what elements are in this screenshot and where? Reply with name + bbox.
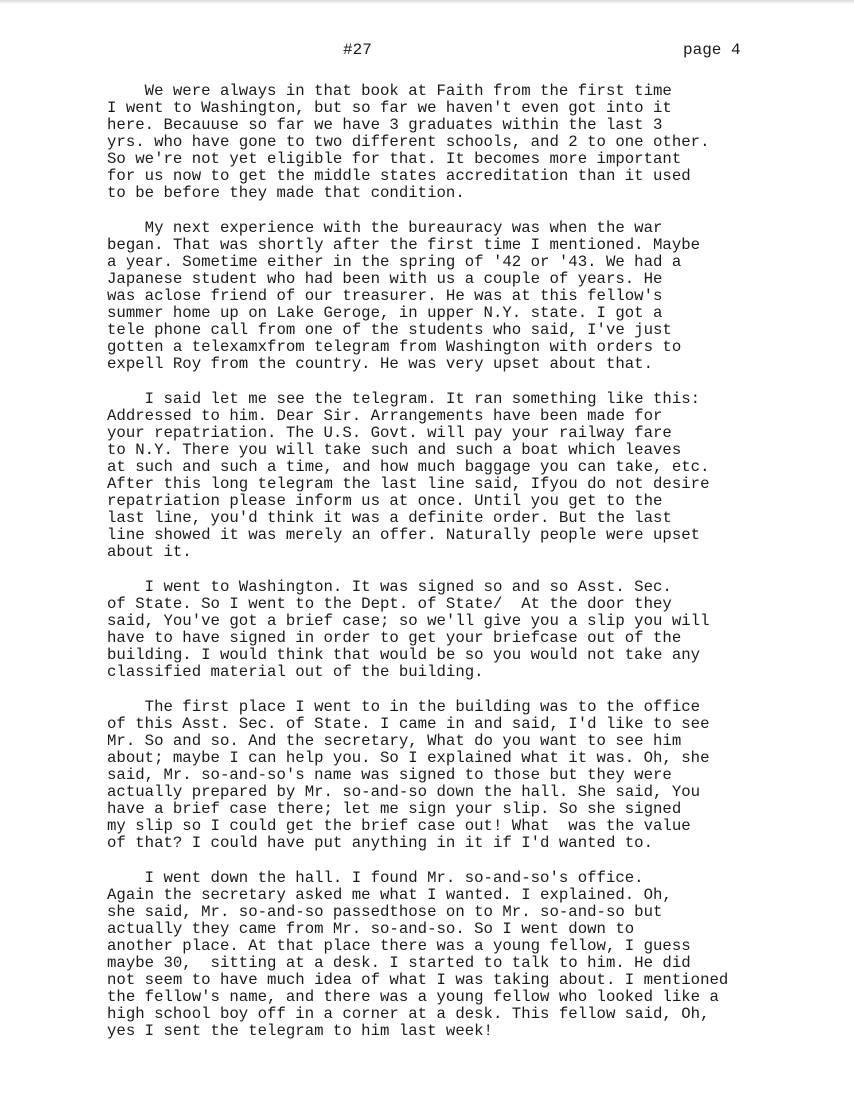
text-line: of State. So I went to the Dept. of State/ At the door they xyxy=(107,595,672,613)
text-line: gotten a telexamxfrom telegram from Washington with orders to xyxy=(107,338,682,356)
paragraph xyxy=(107,870,847,1040)
text-line: I said let me see the telegram. It ran something like this: xyxy=(107,390,701,408)
page-top-edge xyxy=(0,0,854,4)
text-line: I went to Washington, but so far we haven't even got into it xyxy=(107,99,672,117)
text-line: not seem to have much idea of what I was taking about. I mentioned xyxy=(107,971,729,989)
text-line: about it. xyxy=(107,543,192,561)
text-line: she said, Mr. so-and-so passedthose on to Mr. so-and-so but xyxy=(107,903,663,921)
text-line: expell Roy from the country. He was very upset about that. xyxy=(107,355,654,373)
text-line: maybe 30, sitting at a desk. I started to talk to him. He did xyxy=(107,954,691,972)
page-number: page 4 xyxy=(683,41,741,59)
text-line: to N.Y. There you will take such and such a boat which leaves xyxy=(107,441,682,459)
text-line: have to have signed in order to get your briefcase out of the xyxy=(107,629,682,647)
text-line: of that? I could have put anything in it if I'd wanted to. xyxy=(107,834,654,852)
text-line: The first place I went to in the building was to the office xyxy=(107,698,701,716)
text-line: actually they came from Mr. so-and-so. So I went down to xyxy=(107,920,635,938)
paragraph xyxy=(107,699,847,852)
paragraph xyxy=(107,220,847,373)
text-line: my slip so I could get the brief case out! What was the value xyxy=(107,817,691,835)
text-line: Japanese student who had been with us a couple of years. He xyxy=(107,270,663,288)
text-line: classified material out of the building. xyxy=(107,663,484,681)
text-line: said, Mr. so-and-so's name was signed to those but they were xyxy=(107,766,672,784)
text-line: After this long telegram the last line said, Ifyou do not desire xyxy=(107,475,710,493)
text-line: another place. At that place there was a young fellow, I guess xyxy=(107,937,691,955)
text-line: tele phone call from one of the students who said, I've just xyxy=(107,321,672,339)
text-line: Mr. So and so. And the secretary, What do you want to see him xyxy=(107,732,682,750)
text-line: began. That was shortly after the first time I mentioned. Maybe xyxy=(107,236,701,254)
document-body xyxy=(107,83,847,1058)
text-line: Addressed to him. Dear Sir. Arrangements have been made for xyxy=(107,407,663,425)
text-line: a year. Sometime either in the spring of '42 or '43. We had a xyxy=(107,253,682,271)
text-line: the fellow's name, and there was a young fellow who looked like a xyxy=(107,988,719,1006)
text-line: I went to Washington. It was signed so and so Asst. Sec. xyxy=(107,578,672,596)
text-line: Again the secretary asked me what I wanted. I explained. Oh, xyxy=(107,886,672,904)
text-line: for us now to get the middle states accreditation than it used xyxy=(107,167,691,185)
text-line: at such and such a time, and how much baggage you can take, etc. xyxy=(107,458,710,476)
text-line: high school boy off in a corner at a desk. This fellow said, Oh, xyxy=(107,1005,710,1023)
text-line: here. Becauuse so far we have 3 graduates within the last 3 xyxy=(107,116,663,134)
text-line: last line, you'd think it was a definite order. But the last xyxy=(107,509,672,527)
text-line: summer home up on Lake Geroge, in upper N.Y. state. I got a xyxy=(107,304,663,322)
text-line: yrs. who have gone to two different schools, and 2 to one other. xyxy=(107,133,710,151)
text-line: yes I sent the telegram to him last week! xyxy=(107,1022,493,1040)
paragraph xyxy=(107,391,847,561)
text-line: actually prepared by Mr. so-and-so down the hall. She said, You xyxy=(107,783,701,801)
text-line: of this Asst. Sec. of State. I came in and said, I'd like to see xyxy=(107,715,710,733)
text-line: said, You've got a brief case; so we'll give you a slip you will xyxy=(107,612,710,630)
text-line: My next experience with the bureauracy was when the war xyxy=(107,219,663,237)
document-number: #27 xyxy=(343,41,372,59)
paragraph xyxy=(107,83,847,202)
text-line: I went down the hall. I found Mr. so-and-so's office. xyxy=(107,869,644,887)
text-line: We were always in that book at Faith from the first time xyxy=(107,82,672,100)
text-line: was aclose friend of our treasurer. He was at this fellow's xyxy=(107,287,663,305)
text-line: building. I would think that would be so you would not take any xyxy=(107,646,701,664)
text-line: about; maybe I can help you. So I explained what it was. Oh, she xyxy=(107,749,710,767)
text-line: have a brief case there; let me sign your slip. So she signed xyxy=(107,800,682,818)
text-line: your repatriation. The U.S. Govt. will pay your railway fare xyxy=(107,424,672,442)
text-line: repatriation please inform us at once. Until you get to the xyxy=(107,492,663,510)
text-line: to be before they made that condition. xyxy=(107,184,465,202)
text-line: So we're not yet eligible for that. It becomes more important xyxy=(107,150,682,168)
text-line: line showed it was merely an offer. Naturally people were upset xyxy=(107,526,701,544)
paragraph xyxy=(107,579,847,681)
